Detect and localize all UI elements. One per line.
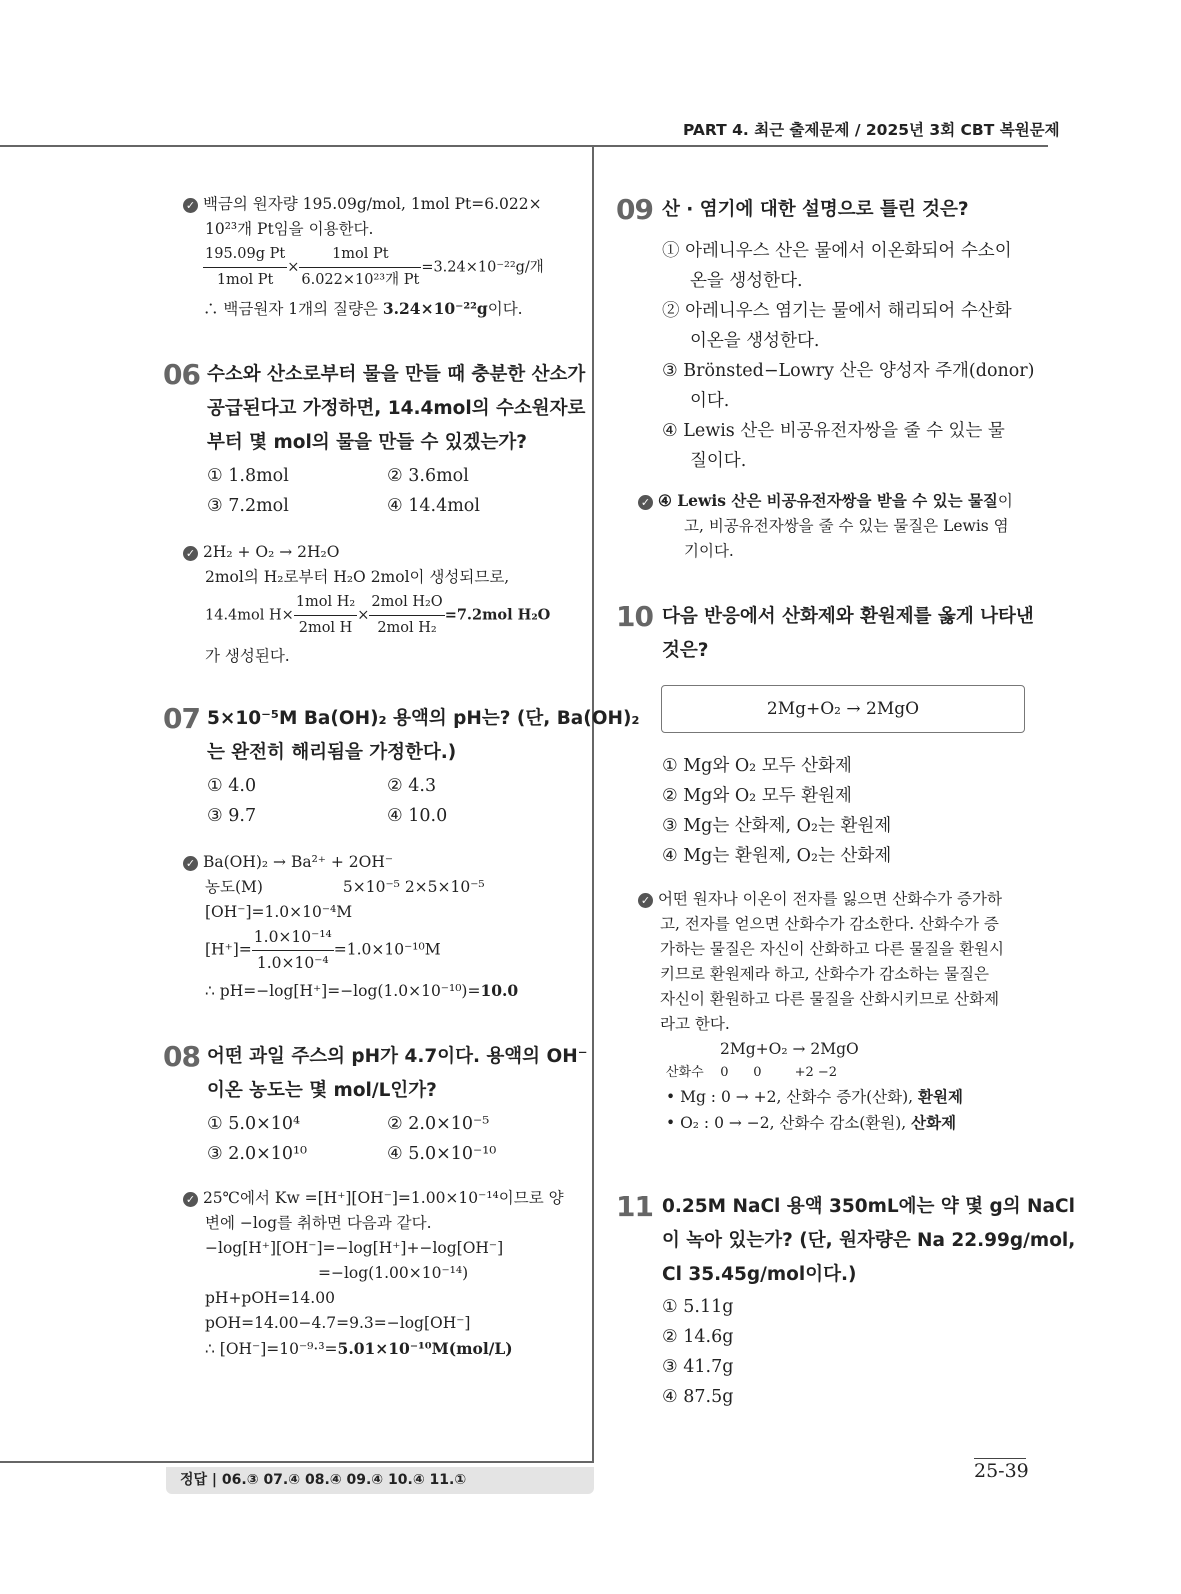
option[interactable]: ③ Mg는 산화제, O₂는 환원제 — [662, 816, 892, 836]
numerator: 2mol H₂O — [369, 590, 444, 616]
exp-bold: 환원제 — [918, 1087, 963, 1106]
denominator: 2mol H₂ — [377, 620, 437, 636]
question-line: 공급된다고 가정하면, 14.4mol의 수소원자로 — [207, 398, 586, 419]
exp-line: 2H₂ + O₂ → 2H₂O — [202, 543, 340, 561]
option-line: 이다. — [690, 391, 730, 411]
exp-reaction: 2Mg+O₂ → 2MgO — [720, 1040, 859, 1058]
option[interactable] — [662, 236, 1035, 296]
option[interactable]: ④ 14.4mol — [387, 496, 480, 516]
question-line: 부터 몇 mol의 물을 만들 수 있겠는가? — [207, 432, 528, 453]
question-line: Cl 35.45g/mol이다.) — [662, 1264, 857, 1285]
option-line: 온을 생성한다. — [690, 271, 803, 291]
q11-text — [662, 1190, 1075, 1292]
q07-text — [207, 702, 640, 770]
question-line: 수소와 산소로부터 물을 만들 때 충분한 산소가 — [207, 364, 586, 385]
question-number: 11 — [616, 1190, 653, 1223]
exp-line: 백금의 원자량 195.09g/mol, 1mol Pt=6.022× — [202, 195, 542, 213]
denominator: 6.022×10²³개 Pt — [301, 272, 420, 288]
ox-label: 산화수 — [666, 1065, 704, 1080]
q06-text — [207, 358, 585, 460]
fraction — [299, 242, 421, 293]
conclusion: ∴ pH=−log[H⁺]=−log(1.0×10⁻¹⁰)= — [205, 982, 481, 1000]
option[interactable] — [662, 296, 1035, 356]
exp-line: 10²³개 Pt임을 이용한다. — [205, 220, 374, 238]
exp-line: 변에 −log를 취하면 다음과 같다. — [205, 1214, 432, 1232]
option[interactable]: ② Mg와 O₂ 모두 환원제 — [662, 786, 852, 806]
option[interactable]: ③ 9.7 — [207, 806, 257, 826]
option[interactable]: ④ 10.0 — [387, 806, 448, 826]
question-line: 는 완전히 해리됨을 가정한다.) — [207, 742, 457, 763]
fraction — [203, 242, 287, 293]
question-line: 이 녹아 있는가? (단, 원자량은 Na 22.99g/mol, — [662, 1230, 1076, 1251]
question-line: 어떤 과일 주스의 pH가 4.7이다. 용액의 OH⁻ — [207, 1046, 588, 1067]
exp-line: 키므로 환원제라 하고, 산화수가 감소하는 물질은 — [660, 965, 990, 983]
exp-line: • Mg : 0 → +2, 산화수 증가(산화), — [666, 1088, 919, 1106]
q10-text — [662, 600, 1034, 668]
numerator: 1mol Pt — [299, 242, 421, 268]
exp-text: 이 — [997, 492, 1013, 510]
reaction-box: 2Mg+O₂ → 2MgO — [661, 685, 1025, 733]
question-line: 것은? — [662, 640, 709, 661]
check-icon: ✓ — [183, 856, 198, 871]
option[interactable]: ③ 7.2mol — [207, 496, 289, 516]
q09-options — [662, 236, 1035, 476]
exp-line: 25℃에서 Kw =[H⁺][OH⁻]=1.00×10⁻¹⁴이므로 양 — [202, 1189, 564, 1207]
question-line: 5×10⁻⁵M Ba(OH)₂ 용액의 pH는? (단, Ba(OH)₂ — [207, 708, 640, 729]
exp-line: 가하는 물질은 자신이 산화하고 다른 물질을 환원시 — [660, 940, 1004, 958]
denominator: 1mol Pt — [216, 272, 274, 288]
page-number: 25-39 — [974, 1460, 1029, 1482]
q09-explanation — [638, 488, 1013, 564]
q11-options — [662, 1292, 733, 1412]
option[interactable]: ② 3.6mol — [387, 466, 469, 486]
option[interactable]: ① 1.8mol — [207, 466, 289, 486]
q08-explanation — [183, 1186, 564, 1362]
conclusion-bold: 5.01×10⁻¹⁰M(mol/L) — [337, 1339, 513, 1358]
question-number: 09 — [616, 193, 653, 226]
exp-line: Ba(OH)₂ → Ba²⁺ + 2OH⁻ — [202, 853, 394, 871]
exp-values: 5×10⁻⁵ 2×5×10⁻⁵ — [342, 878, 485, 896]
lead: [H⁺]= — [205, 940, 252, 959]
result: =7.2mol H₂O — [444, 606, 551, 624]
option[interactable]: ② 4.3 — [387, 776, 437, 796]
option[interactable]: ① 4.0 — [207, 776, 257, 796]
q09-text: 산 · 염기에 대한 설명으로 틀린 것은? — [662, 199, 969, 220]
result: =3.24×10⁻²²g/개 — [421, 259, 544, 276]
footer-divider — [0, 1461, 594, 1463]
lead: 14.4mol H× — [205, 607, 294, 624]
q10-explanation — [638, 887, 1004, 1136]
conclusion-end: 이다. — [487, 300, 523, 318]
option[interactable]: ④ 5.0×10⁻¹⁰ — [387, 1144, 497, 1164]
option-line: 질이다. — [690, 451, 747, 471]
option[interactable]: ③ 41.7g — [662, 1357, 734, 1377]
option[interactable] — [662, 416, 1035, 476]
question-number: 08 — [163, 1040, 200, 1073]
numerator: 1mol H₂ — [294, 590, 357, 616]
conclusion: ∴ 백금원자 1개의 질량은 — [203, 300, 383, 318]
question-line: 이온 농도는 몇 mol/L인가? — [207, 1080, 437, 1101]
exp-line: • O₂ : 0 → −2, 산화수 감소(환원), — [666, 1114, 912, 1132]
exp-line: 자신이 환원하고 다른 물질을 산화시키므로 산화제 — [660, 990, 1000, 1008]
exp-line: −log[H⁺][OH⁻]=−log[H⁺]+−log[OH⁻] — [205, 1239, 504, 1257]
check-icon: ✓ — [638, 893, 653, 908]
conclusion-bold: 3.24×10⁻²²g — [382, 299, 488, 318]
result: =1.0×10⁻¹⁰M — [333, 940, 441, 959]
answer-key: 정답 | 06.③ 07.④ 08.④ 09.④ 10.④ 11.① — [166, 1467, 594, 1494]
question-line: 0.25M NaCl 용액 350mL에는 약 몇 g의 NaCl — [662, 1196, 1075, 1217]
option-line: ④ Lewis 산은 비공유전자쌍을 줄 수 있는 물 — [662, 421, 1005, 441]
exp-bold: ④ Lewis 산은 비공유전자쌍을 받을 수 있는 물질 — [657, 491, 998, 510]
check-icon: ✓ — [638, 495, 653, 510]
conclusion-bold: 10.0 — [480, 981, 519, 1000]
page-number-rule — [974, 1458, 1026, 1459]
option[interactable]: ① 5.11g — [662, 1297, 734, 1317]
q10-options — [662, 751, 891, 871]
option[interactable]: ② 14.6g — [662, 1327, 734, 1347]
q08-text — [207, 1040, 587, 1108]
header-divider — [0, 145, 1048, 147]
page-header: PART 4. 최근 출제문제 / 2025년 3회 CBT 복원문제 — [683, 121, 1060, 139]
exp-line: 어떤 원자나 이온이 전자를 잃으면 산화수가 증가하 — [657, 890, 1002, 908]
fraction — [369, 590, 444, 641]
conclusion: ∴ [OH⁻]=10⁻⁹·³= — [205, 1340, 338, 1358]
exp-line: 가 생성된다. — [205, 647, 290, 665]
option-line: 이온을 생성한다. — [690, 331, 820, 351]
exp-line: pH+pOH=14.00 — [205, 1289, 335, 1307]
fraction — [252, 925, 334, 976]
question-number: 10 — [616, 600, 653, 633]
exp-line: 기이다. — [684, 542, 734, 560]
fraction — [294, 590, 357, 641]
option[interactable]: ① Mg와 O₂ 모두 산화제 — [662, 756, 852, 776]
option[interactable]: ④ 87.5g — [662, 1387, 734, 1407]
denominator: 1.0×10⁻⁴ — [256, 954, 329, 972]
q05-explanation: ✓ 백금의 원자량 195.09g/mol, 1mol Pt=6.022× 10²³개 Pt임을 이용한다. $\frac{\text{195.09g Pt}}{\text{1mol Pt}}$ × $\frac{\text{1mol Pt}}{\text{6.022×10²³개 Pt}}$ =3.24×10⁻²²g/개 ∴ 백금원자 1개의 질량은 3.24×10⁻²²g이다. — [183, 192, 544, 322]
exp-line: =−log(1.00×10⁻¹⁴) — [318, 1264, 469, 1282]
numerator: 1.0×10⁻¹⁴ — [252, 925, 334, 951]
option-line: ② 아레니우스 염기는 물에서 해리되어 수산화 — [662, 301, 1012, 321]
denominator: 2mol H — [298, 620, 353, 636]
option-line: ③ Brönsted−Lowry 산은 양성자 주개(donor) — [662, 361, 1035, 381]
ox-values: 0 0 +2 −2 — [720, 1065, 838, 1080]
exp-line: 고, 비공유전자쌍을 줄 수 있는 물질은 Lewis 염 — [684, 517, 1009, 535]
option-line: ① 아레니우스 산은 물에서 이온화되어 수소이 — [662, 241, 1012, 261]
option[interactable]: ② 2.0×10⁻⁵ — [387, 1114, 490, 1134]
numerator: 195.09g Pt — [203, 242, 287, 268]
exp-line: pOH=14.00−4.7=9.3=−log[OH⁻] — [205, 1314, 471, 1332]
exp-line: 고, 전자를 얻으면 산화수가 감소한다. 산화수가 증 — [660, 915, 999, 933]
exp-label: 농도(M) — [205, 878, 263, 896]
q06-explanation: ✓ 2H₂ + O₂ → 2H₂O 2mol의 H₂로부터 H₂O 2mol이 생성되므로, 14.4mol H× $\frac{\text{1mol H₂}}{\text{2mol H}}$ × $\frac{\text{2mol H₂O}}{\text{2mol H₂}}$ =7.2mol H₂O 가 생성된다. — [183, 540, 550, 669]
option[interactable]: ④ Mg는 환원제, O₂는 산화제 — [662, 846, 892, 866]
check-icon: ✓ — [183, 1192, 198, 1207]
exp-line: 2mol의 H₂로부터 H₂O 2mol이 생성되므로, — [205, 568, 510, 586]
column-divider — [592, 147, 594, 1461]
check-icon: ✓ — [183, 546, 198, 561]
question-line: 다음 반응에서 산화제와 환원제를 옳게 나타낸 — [662, 606, 1034, 627]
exp-bold: 산화제 — [911, 1113, 957, 1132]
question-number: 06 — [163, 358, 200, 391]
option[interactable]: ① 5.0×10⁴ — [207, 1114, 301, 1134]
option[interactable]: ③ 2.0×10¹⁰ — [207, 1144, 308, 1164]
option[interactable] — [662, 356, 1035, 416]
exp-line: 라고 한다. — [660, 1015, 730, 1033]
exp-line: [OH⁻]=1.0×10⁻⁴M — [205, 903, 353, 921]
q07-explanation — [183, 850, 518, 1004]
question-number: 07 — [163, 702, 200, 735]
check-icon: ✓ — [183, 198, 198, 213]
